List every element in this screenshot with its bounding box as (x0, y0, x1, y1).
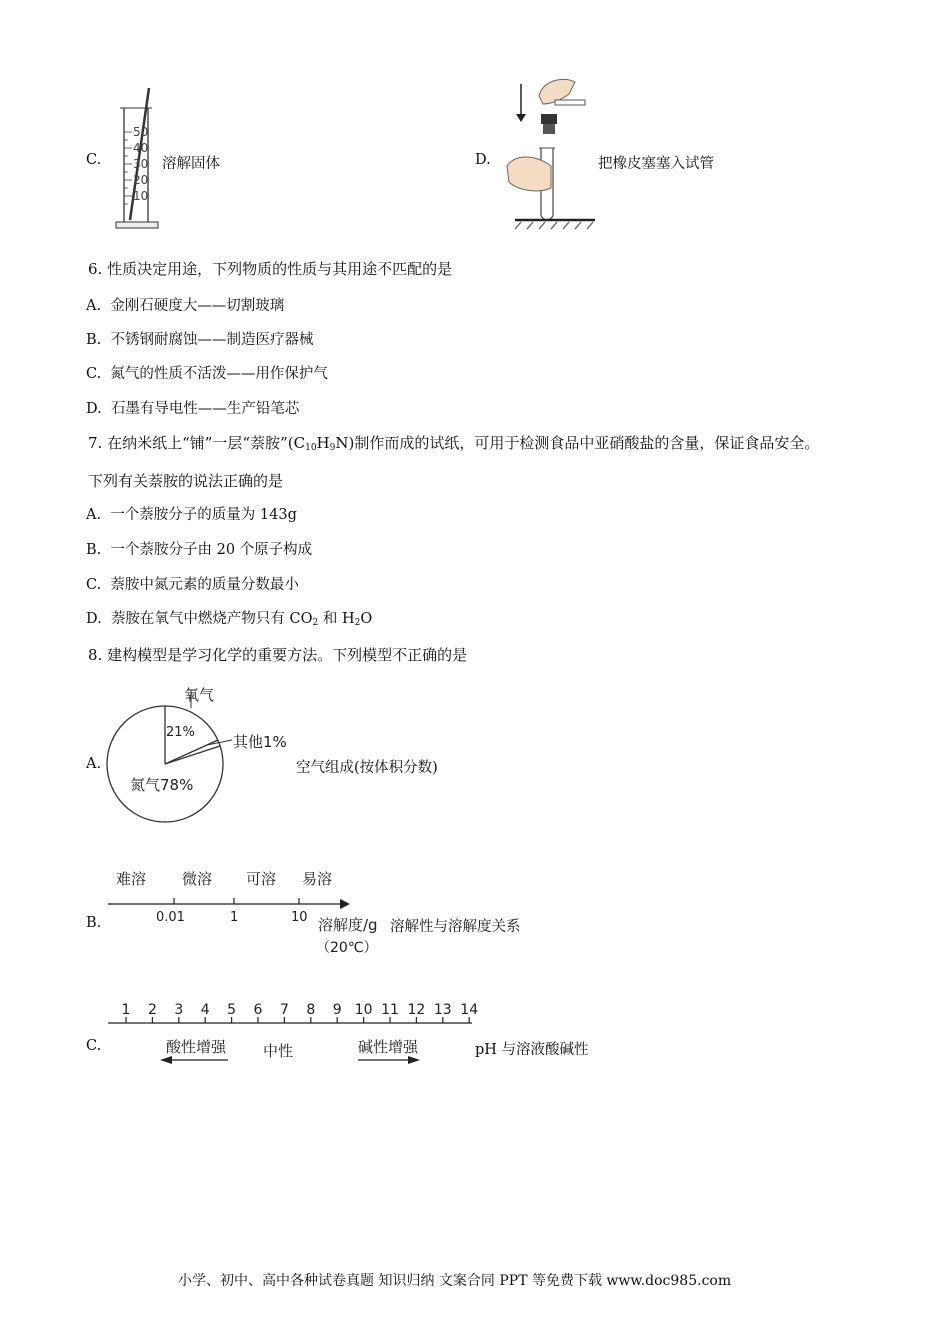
tick-label-10: 10 (291, 910, 308, 925)
pie-label-oxygen-pct: 21% (166, 725, 195, 740)
q7-option-b: B. 一个萘胺分子由 20 个原子构成 (86, 542, 313, 558)
ph-tick-label-10: 10 (354, 1002, 373, 1018)
option-text: 不锈钢耐腐蚀——制造医疗器械 (110, 332, 314, 348)
ph-tick-label-4: 4 (200, 1002, 210, 1018)
option-letter: D. (86, 401, 102, 417)
q6-option-b (86, 330, 313, 350)
acid-label: 酸性增强 (166, 1038, 227, 1056)
category-soluble: 可溶 (246, 870, 277, 888)
pie-label-other: 其他1% (233, 733, 287, 751)
neutral-label: 中性 (263, 1042, 294, 1060)
cylinder-tick-10: 10 (133, 189, 149, 203)
q8-option-c-letter: C. (86, 1038, 102, 1054)
option-d-caption: 把橡皮塞塞入试管 (598, 156, 714, 172)
ph-tick-label-8: 8 (306, 1002, 316, 1018)
pie-label-oxygen: 氧气 (184, 686, 215, 704)
solubility-axis-arrow (340, 899, 350, 909)
axis-condition-temperature: （20℃） (316, 940, 378, 956)
q8-stem: 8. 建构模型是学习化学的重要方法。下列模型不正确的是 (88, 646, 468, 664)
q6-option-a (86, 296, 284, 316)
option-letter: C. (86, 366, 102, 382)
category-easily-soluble: 易溶 (302, 870, 333, 888)
ph-tick-label-11: 11 (381, 1002, 399, 1018)
test-tube-stopper-figure (505, 74, 597, 230)
solubility-axis-diagram (104, 862, 394, 962)
q7-stem-line2: 下列有关萘胺的说法正确的是 (88, 472, 284, 490)
q8-option-c-caption: pH 与溶液酸碱性 (475, 1042, 589, 1058)
tick-label-1: 1 (230, 910, 239, 925)
q7-stem: 7. 在纳米纸上“铺”一层“萘胺$”(C_{10}H_9N)$制作而成的试纸，可用于检测食品中亚硝酸盐的含量，保证食品安全。 (88, 434, 820, 453)
ph-ticks (122, 1002, 479, 1023)
q7-option-a: A. 一个萘胺分子的质量为 143g (86, 507, 297, 523)
ph-tick-label-1: 1 (121, 1002, 131, 1018)
option-c-letter: C. (86, 152, 102, 168)
tick-label-001: 0.01 (156, 910, 185, 925)
q6-option-d (86, 399, 299, 419)
category-slightly-soluble: 微溶 (182, 870, 213, 888)
option-d-letter: D. (475, 152, 491, 168)
ph-tick-label-9: 9 (332, 1002, 342, 1018)
base-arrow-head (408, 1056, 420, 1064)
q8-option-b-caption: 溶解性与溶解度关系 (390, 919, 521, 935)
option-text: 石墨有导电性——生产铅笔芯 (110, 401, 300, 417)
ph-tick-label-5: 5 (227, 1002, 237, 1018)
cylinder-tick-40: 40 (133, 141, 149, 155)
page-footer: 小学、初中、高中各种试卷真题 知识归纳 文案合同 PPT 等免费下载 www.doc985.com (178, 1273, 732, 1289)
ph-scale-diagram (104, 996, 479, 1072)
option-text: 氮气的性质不活泼——用作保护气 (110, 366, 328, 382)
option-text: 金刚石硬度大——切割玻璃 (110, 298, 285, 314)
ph-tick-label-3: 3 (174, 1002, 184, 1018)
ph-tick-label-7: 7 (279, 1002, 289, 1018)
ph-tick-label-14: 14 (460, 1002, 479, 1018)
cylinder-tick-20: 20 (133, 173, 149, 187)
option-c-caption: 溶解固体 (162, 156, 220, 172)
ph-tick-label-2: 2 (147, 1002, 157, 1018)
q7-option-d: D. 萘胺在氧气中燃烧产物只有 $CO_2$ 和 $H_2O$ (86, 611, 373, 628)
ph-tick-label-13: 13 (433, 1002, 452, 1018)
cylinder-tick-30: 30 (133, 157, 149, 171)
ph-tick-label-6: 6 (253, 1002, 263, 1018)
q8-option-a-caption: 空气组成(按体积分数) (296, 760, 438, 776)
option-letter: B. (86, 332, 102, 348)
air-composition-pie (104, 676, 304, 828)
acid-arrow-head (160, 1056, 172, 1064)
base-label: 碱性增强 (358, 1038, 419, 1056)
pie-label-nitrogen: 氮气78% (130, 776, 194, 794)
option-letter: A. (86, 298, 102, 314)
category-insoluble: 难溶 (116, 870, 147, 888)
q6-option-c (86, 364, 328, 384)
q8-option-a-letter: A. (86, 756, 102, 772)
axis-label-solubility: 溶解度/g (318, 916, 378, 934)
q7-option-c: C. 萘胺中氮元素的质量分数最小 (86, 577, 299, 593)
cylinder-tick-50: 50 (133, 125, 149, 139)
q6-stem: 6. 性质决定用途，下列物质的性质与其用途不匹配的是 (88, 260, 453, 278)
q8-option-b-letter: B. (86, 915, 102, 931)
ph-tick-label-12: 12 (407, 1002, 426, 1018)
